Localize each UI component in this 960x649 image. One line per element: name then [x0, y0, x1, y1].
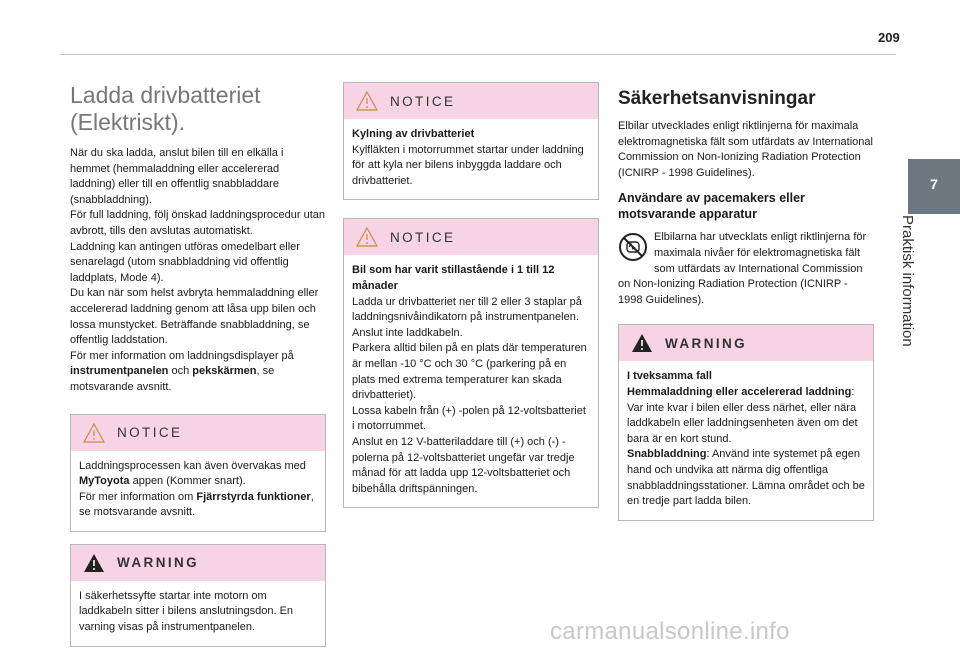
notice-body	[344, 255, 598, 507]
paragraph: Ladda ur drivbatteriet ner till 2 eller 3 staplar på laddningsnivåindikatorn på instrumentpanelen.	[352, 295, 582, 324]
page-number: 209	[878, 30, 900, 45]
notice-box-header	[71, 415, 325, 451]
notice-box-header	[344, 219, 598, 255]
notice-box	[70, 414, 326, 532]
text: För mer information om laddningsdisplayer på	[70, 349, 294, 362]
chapter-title	[896, 215, 918, 395]
watermark: carmanualsonline.info	[550, 618, 790, 645]
section-heading: Säkerhetsanvisningar	[618, 88, 816, 109]
text: , se motsvarande avsnitt.	[70, 365, 275, 393]
notice-body	[344, 119, 598, 199]
text-bold: pekskärmen	[192, 365, 257, 378]
notice-label: NOTICE	[390, 229, 456, 245]
warning-box	[618, 324, 874, 520]
warning-body: I säkerhetssyfte startar inte motorn om laddkabeln sitter i bilens anslutningsdon. En varning visas på instrumentpanelen.	[79, 589, 294, 634]
notice-body	[71, 451, 325, 531]
paragraph	[79, 490, 317, 521]
text-bold: instrumentpanelen	[70, 365, 169, 378]
paragraph: Anslut inte laddkabeln.	[352, 326, 463, 339]
text: , se motsvarande avsnitt.	[79, 490, 314, 519]
paragraph: Kylfläkten i motorrummet startar under laddning för att kyla ner bilens inbyggda laddare och drivbatteriet.	[352, 143, 584, 187]
text-bold: MyToyota	[79, 475, 130, 488]
text: För mer information om	[79, 490, 197, 503]
paragraph: Lossa kabeln från (+) -polen på 12-voltsbatteriet i motorrummet.	[352, 404, 586, 433]
paragraph: Laddning kan antingen utföras omedelbart eller senarelagd (utom snabbladdning vid offentlig laddplats, Mode 4).	[70, 240, 300, 284]
intro-text	[70, 146, 326, 396]
warning-label: WARNING	[665, 335, 748, 351]
notice-box	[343, 218, 599, 508]
paragraph: När du ska ladda, anslut bilen till en elkälla i hemmet (hemmaladdning eller accelererad laddning) eller till en offentlig snabbladdare (snabbladdning).	[70, 147, 284, 206]
text: : Använd inte systemet på egen hand och undvika att närma dig offentliga snabbladdningsstationer. Lämna området och be en tredje part ladda bilen.	[627, 448, 865, 508]
text: : Var inte kvar i bilen eller dess närhet, eller nära laddkabeln eller laddningsenheten även om det bara är en kort stund.	[627, 385, 858, 445]
notice-title: Bil som har varit stillastående i 1 till 12 månader	[352, 264, 555, 292]
warning-title: I tveksamma fall	[627, 370, 712, 383]
text-bold: Snabbladdning	[627, 448, 707, 461]
text-bold: Hemmaladdning eller accelererad laddning	[627, 385, 852, 398]
section-title	[70, 82, 326, 136]
top-rule	[60, 54, 896, 55]
chapter-number: 7	[930, 176, 938, 192]
section-title-line1: Ladda drivbatteriet	[70, 82, 261, 108]
notice-title: Kylning av drivbatteriet	[352, 128, 475, 140]
notice-label: NOTICE	[390, 93, 456, 109]
warning-box-header	[619, 325, 873, 361]
warning-label: WARNING	[117, 555, 200, 571]
paragraph: Parkera alltid bilen på en plats där temperaturen är mellan -10 °C och 30 °C (parkering på en plats med extrema temperaturer kan skada drivbatteriet).	[352, 342, 587, 402]
paragraph	[627, 447, 865, 509]
paragraph	[70, 349, 326, 396]
warning-triangle-icon	[631, 333, 653, 353]
warning-triangle-icon	[83, 553, 105, 573]
column-right	[618, 82, 874, 521]
column-middle	[343, 82, 599, 508]
paragraph: För full laddning, följ önskad laddningsprocedur utan avbrott, tills den avslutas automatiskt.	[70, 209, 325, 237]
notice-box-header	[344, 83, 598, 119]
pacemaker-text: Elbilarna har utvecklats enligt riktlinjerna för maximala nivåer för elektromagnetiska fält som utfärdats av International Commission on Non-Ionizing Radiation Protection (ICNIRP - 1998 Guidelines).	[618, 231, 867, 306]
notice-triangle-icon	[356, 227, 378, 247]
notice-triangle-icon	[83, 423, 105, 443]
warning-box-header	[71, 545, 325, 581]
text: och	[168, 365, 193, 378]
warning-body	[619, 361, 873, 519]
column-left	[70, 82, 326, 647]
paragraph	[79, 459, 317, 490]
notice-triangle-icon	[356, 91, 378, 111]
pacemaker-paragraph	[618, 230, 874, 308]
warning-box	[70, 544, 326, 647]
notice-label: NOTICE	[117, 425, 183, 440]
no-pacemaker-icon	[618, 232, 648, 262]
text: appen (Kommer snart).	[129, 475, 246, 488]
section-title-line2: (Elektriskt).	[70, 109, 185, 135]
intro-text: Elbilar utvecklades enligt riktlinjerna för maximala elektromagnetiska fält som utfärdats av International Commission on Non-Ionizing Radiation Protection (ICNIRP - 1998 Guidelines).	[618, 120, 873, 179]
paragraph: Du kan när som helst avbryta hemmaladdning eller accelererad laddning genom att låsa upp bilen och lossa munstycket. Beträffande snabbladdning, se offentlig laddstation.	[70, 287, 319, 347]
paragraph	[627, 385, 865, 447]
chapter-title-text: Praktisk information	[899, 215, 916, 347]
text-bold: Fjärrstyrda funktioner	[196, 490, 311, 503]
paragraph: Anslut en 12 V-batteriladdare till (+) och (-) -polerna på 12-voltsbatteriet ungefär var tredje månad för att ladda upp 12-voltsbatteriet och bibehålla driftspänningen.	[352, 435, 575, 495]
sub-heading: Användare av pacemakers eller motsvarande apparatur	[618, 191, 805, 222]
notice-box	[343, 82, 599, 200]
text: Laddningsprocessen kan även övervakas med	[79, 459, 306, 472]
